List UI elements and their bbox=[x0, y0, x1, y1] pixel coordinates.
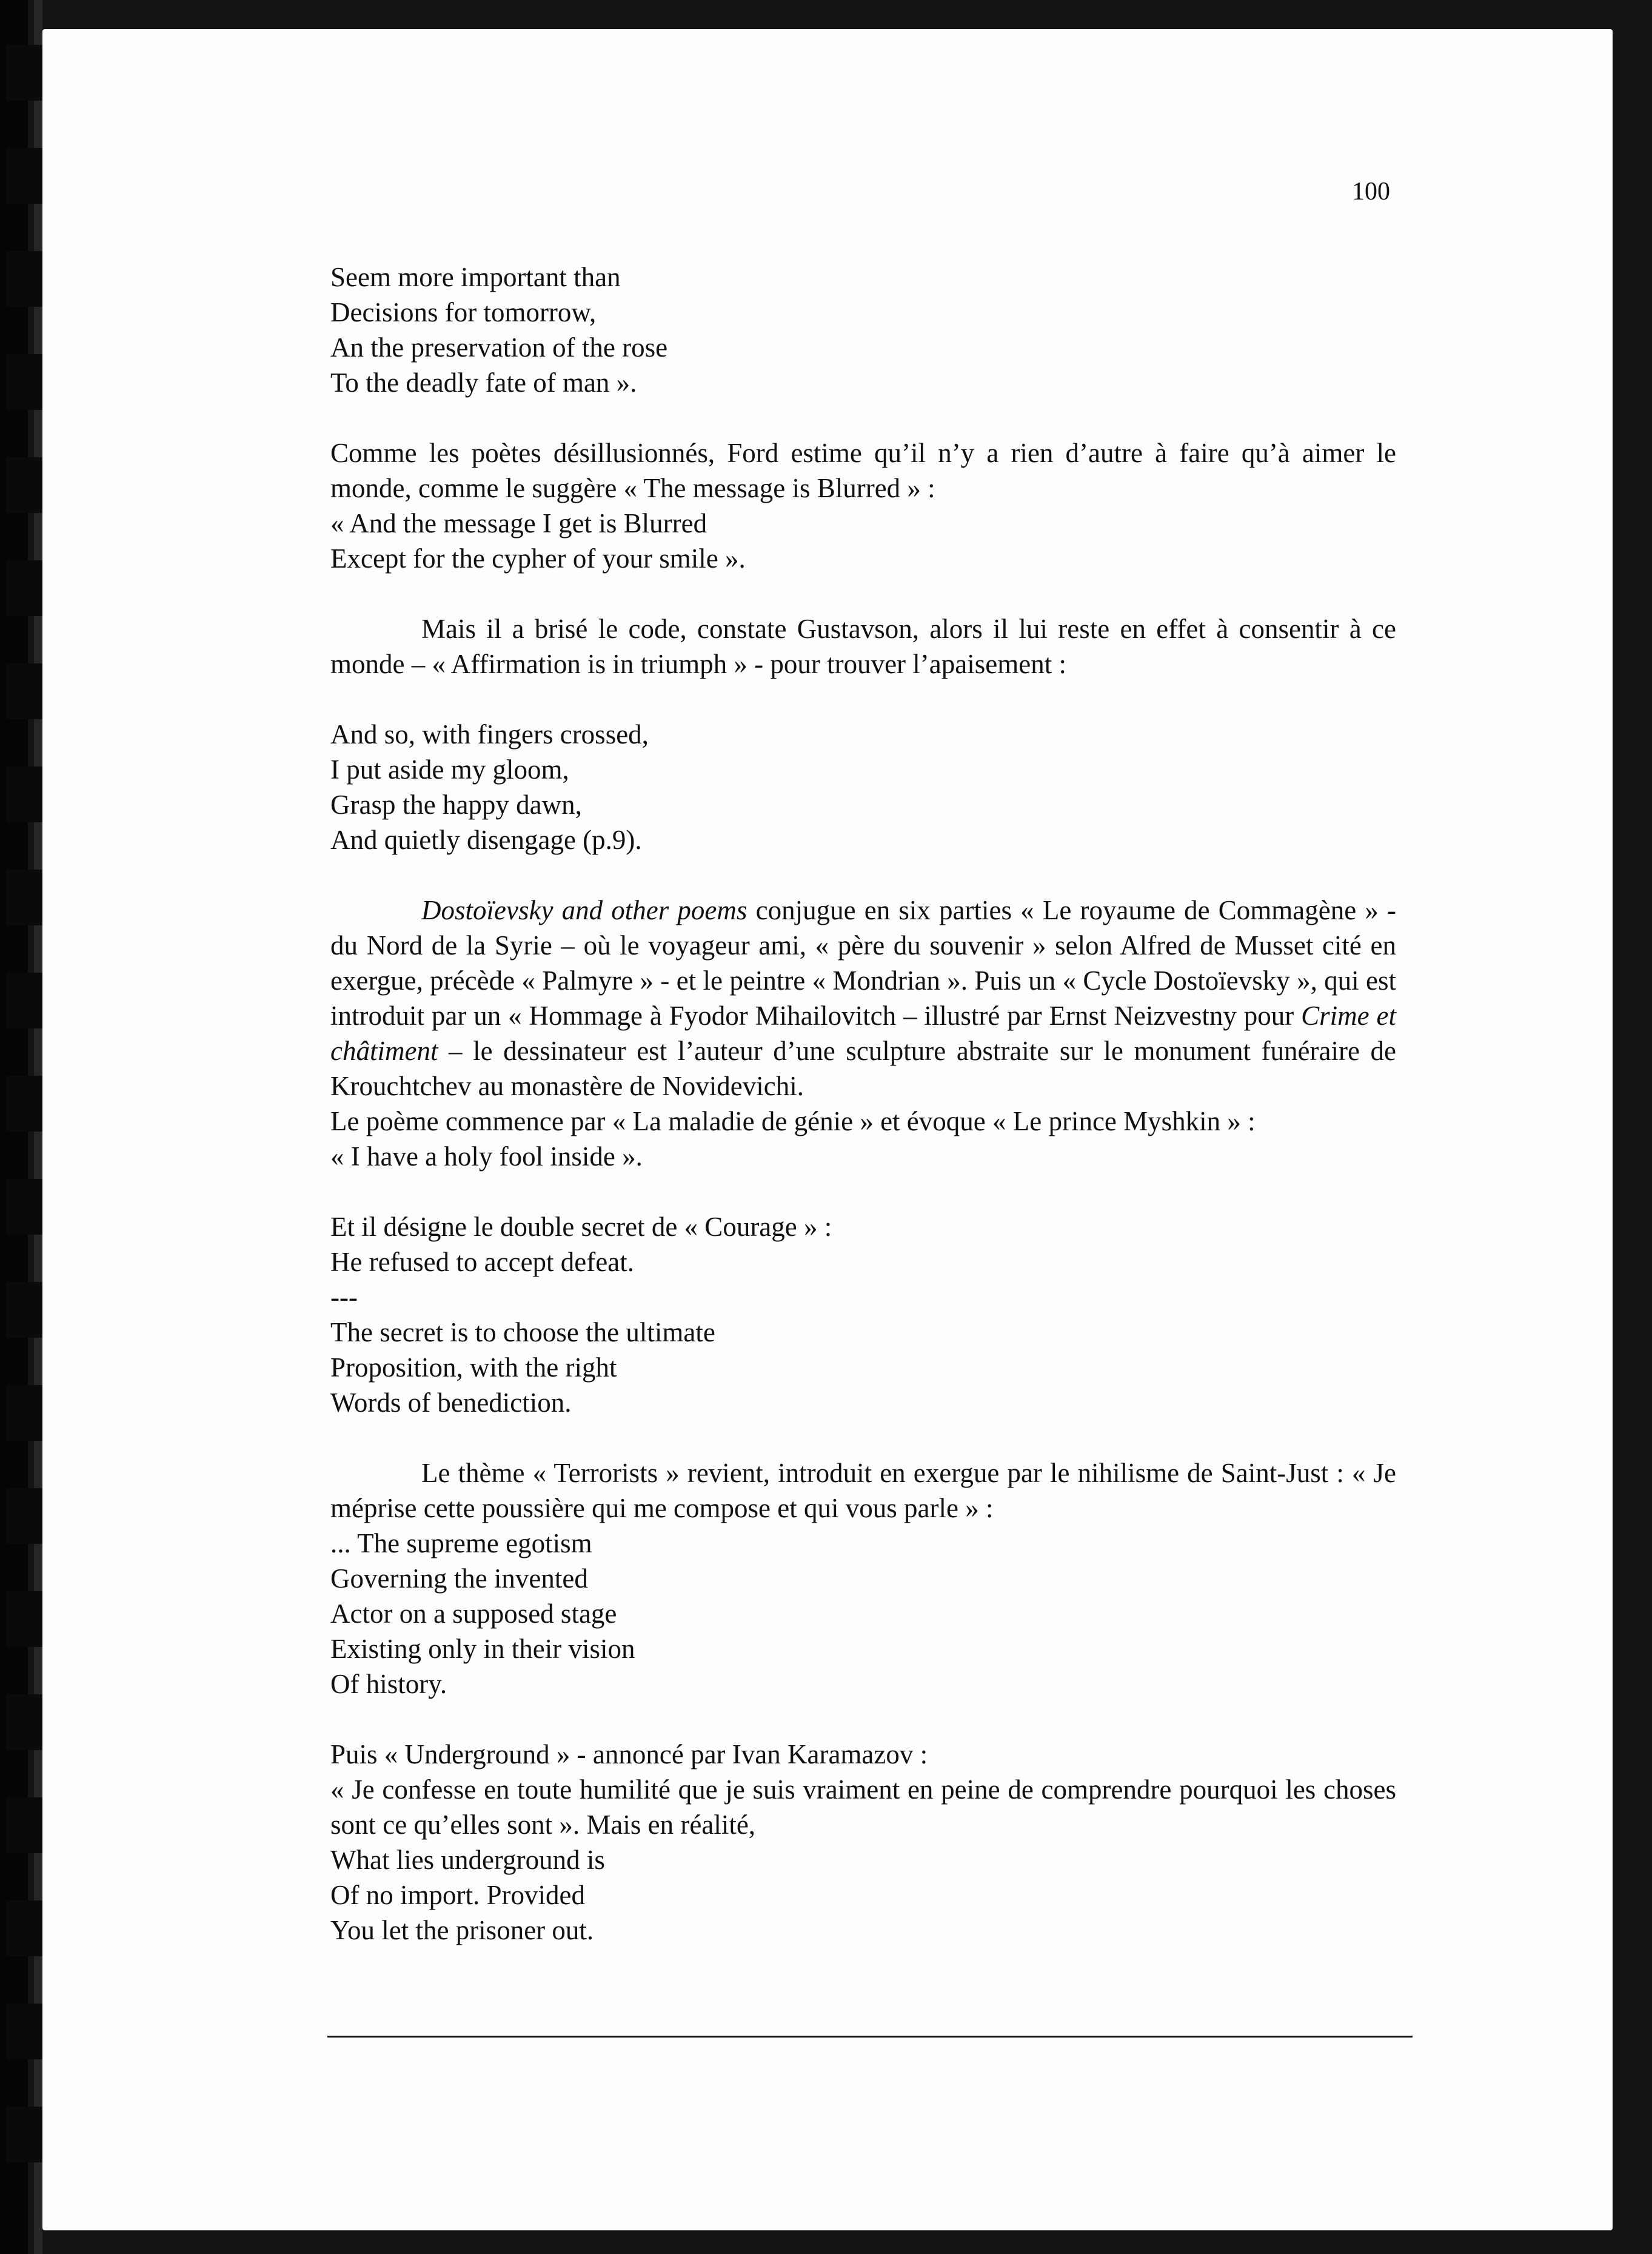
separator: --- bbox=[330, 1282, 358, 1312]
paragraph: « Je confesse en toute humilité que je suis vraiment en peine de comprendre pourquoi les choses sont ce qu’elles sont ». Mais en réalité, bbox=[330, 1774, 1396, 1840]
footer-rule bbox=[327, 2036, 1413, 2038]
paragraph: Le poème commence par « La maladie de génie » et évoque « Le prince Myshkin » : bbox=[330, 1106, 1256, 1136]
poem-stanza: Seem more important than Decisions for tomorrow, An the preservation of the rose To the deadly fate of man ». bbox=[330, 262, 668, 398]
paragraph-dostoievsky bbox=[330, 893, 1396, 1104]
poem-quote: He refused to accept defeat. bbox=[330, 1247, 634, 1277]
paragraph: Comme les poètes désillusionnés, Ford estime qu’il n’y a rien d’autre à faire qu’à aimer le monde, comme le suggère « The message is Blurred » : bbox=[330, 438, 1396, 503]
poem-stanza: What lies underground is Of no import. Provided You let the prisoner out. bbox=[330, 1845, 605, 1945]
book-title: Crime et châtiment bbox=[330, 1001, 1396, 1066]
poem-quote: « I have a holy fool inside ». bbox=[330, 1141, 643, 1172]
page-number: 100 bbox=[1352, 178, 1390, 206]
paragraph: Le thème « Terrorists » revient, introduit en exergue par le nihilisme de Saint-Just : « Je méprise cette poussière qui me compose et qui vous parle » : bbox=[330, 1458, 1396, 1523]
paragraph-text: conjugue en six parties « Le royaume de Commagène » - du Nord de la Syrie – où le voyageur ami, « père du souvenir » selon Alfred de Musset cité en exergue, précède « Palmyre » - et le peintre « Mondrian ». Puis un « Cycle Dostoïevsky », qui est introduit par un « Hommage à Fyodor Mihailovitch – illustré par Ernst Neizvestny pour bbox=[330, 895, 1397, 1031]
poem-stanza: And so, with fingers crossed, I put aside my gloom, Grasp the happy dawn, And quietly disengage (p.9). bbox=[330, 719, 649, 855]
paragraph: Puis « Underground » - annoncé par Ivan Karamazov : bbox=[330, 1739, 928, 1769]
page-body bbox=[330, 260, 1396, 1948]
paragraph: Mais il a brisé le code, constate Gustavson, alors il lui reste en effet à consentir à ce monde – « Affirmation is in triumph » - pour trouver l’apaisement : bbox=[330, 614, 1396, 679]
paragraph: Et il désigne le double secret de « Courage » : bbox=[330, 1212, 832, 1242]
poem-quote: « And the message I get is Blurred Except for the cypher of your smile ». bbox=[330, 508, 746, 574]
paragraph-text: – le dessinateur est l’auteur d’une sculpture abstraite sur le monument funéraire de Krouchtchev au monastère de Novidevichi. bbox=[330, 1036, 1396, 1101]
book-title: Dostoïevsky and other poems bbox=[421, 895, 747, 925]
poem-stanza: The secret is to choose the ultimate Proposition, with the right Words of benediction. bbox=[330, 1317, 715, 1418]
poem-stanza: ... The supreme egotism Governing the invented Actor on a supposed stage Existing only in their vision Of history. bbox=[330, 1528, 635, 1699]
